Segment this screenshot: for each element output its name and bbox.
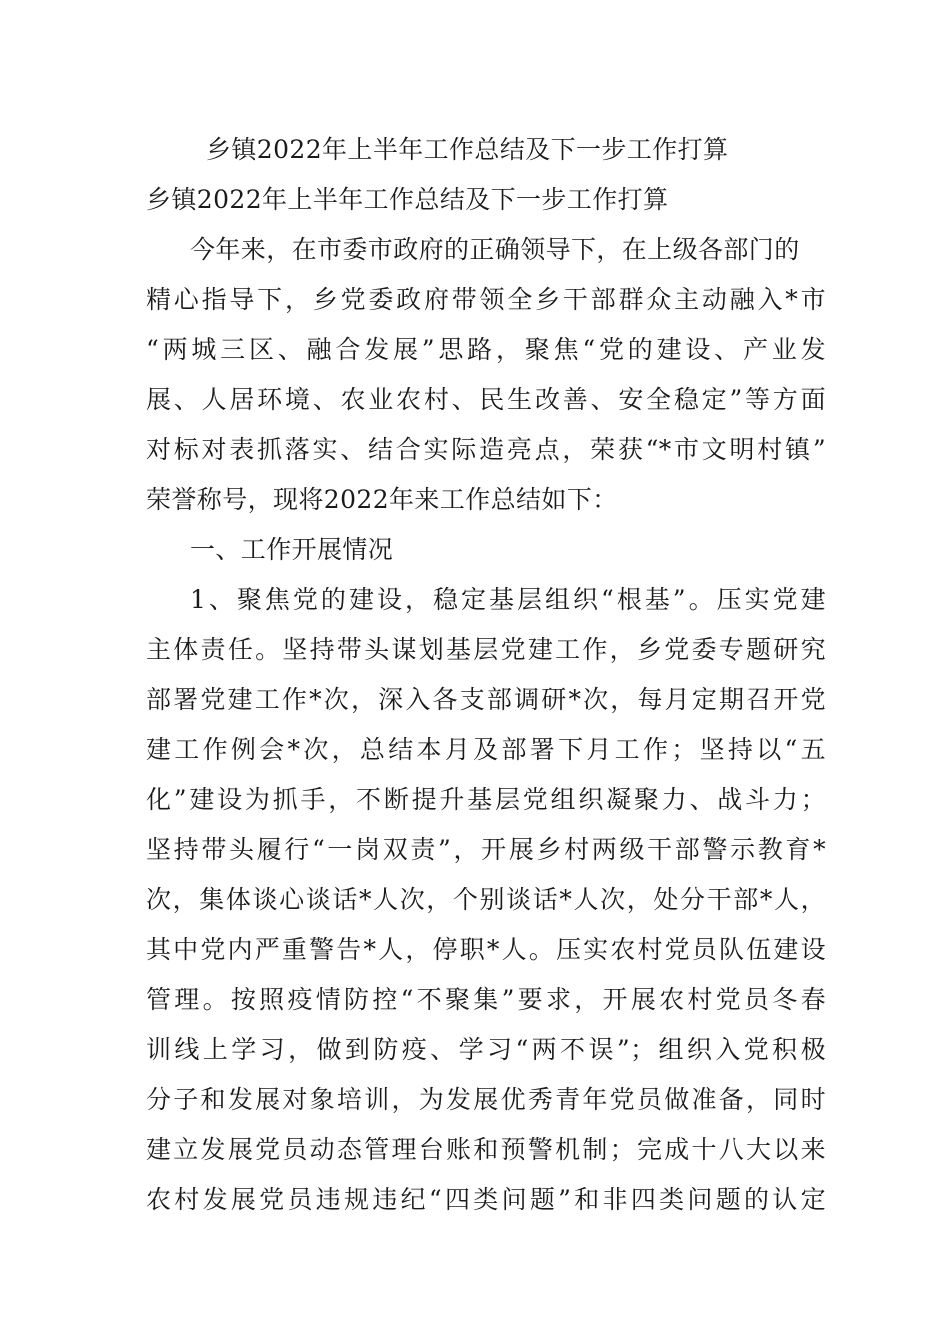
paragraph-line: 荣誉称号，现将2022年来工作总结如下： — [146, 485, 618, 514]
paragraph-line: 建工作例会*次，总结本月及部署下月工作；坚持以“五 — [146, 735, 826, 764]
paragraph-line: 精心指导下，乡党委政府带领全乡干部群众主动融入*市 — [146, 285, 826, 314]
document-subtitle: 乡镇2022年上半年工作总结及下一步工作打算 — [146, 185, 669, 214]
paragraph-line: 农村发展党员违规违纪“四类问题”和非四类问题的认定 — [146, 1185, 826, 1214]
document-title: 乡镇2022年上半年工作总结及下一步工作打算 — [206, 135, 729, 164]
paragraph-line: 主体责任。坚持带头谋划基层党建工作，乡党委专题研究 — [146, 635, 826, 664]
paragraph-line: 展、人居环境、农业农村、民生改善、安全稳定”等方面 — [146, 385, 826, 414]
section-heading: 一、工作开展情况 — [190, 535, 394, 564]
paragraph-line: 化”建设为抓手，不断提升基层党组织凝聚力、战斗力； — [146, 785, 826, 814]
paragraph-line: 对标对表抓落实、结合实际造亮点，荣获“*市文明村镇” — [146, 435, 826, 464]
paragraph-line: “两城三区、融合发展”思路，聚焦“党的建设、产业发 — [146, 335, 826, 364]
paragraph-line: 部署党建工作*次，深入各支部调研*次，每月定期召开党 — [146, 685, 826, 714]
paragraph-line: 次，集体谈心谈话*人次，个别谈话*人次，处分干部*人， — [146, 885, 826, 914]
paragraph-line: 分子和发展对象培训，为发展优秀青年党员做准备，同时 — [146, 1085, 826, 1114]
paragraph-line: 训线上学习，做到防疫、学习“两不误”；组织入党积极 — [146, 1035, 826, 1064]
paragraph-line: 建立发展党员动态管理台账和预警机制；完成十八大以来 — [146, 1135, 826, 1164]
paragraph-line: 1、聚焦党的建设，稳定基层组织“根基”。压实党建 — [190, 585, 826, 614]
paragraph-line: 坚持带头履行“一岗双责”，开展乡村两级干部警示教育* — [146, 835, 826, 864]
paragraph-line: 其中党内严重警告*人，停职*人。压实农村党员队伍建设 — [146, 935, 826, 964]
paragraph-line: 管理。按照疫情防控“不聚集”要求，开展农村党员冬春 — [146, 985, 826, 1014]
paragraph-line: 今年来，在市委市政府的正确领导下，在上级各部门的 — [190, 235, 800, 264]
